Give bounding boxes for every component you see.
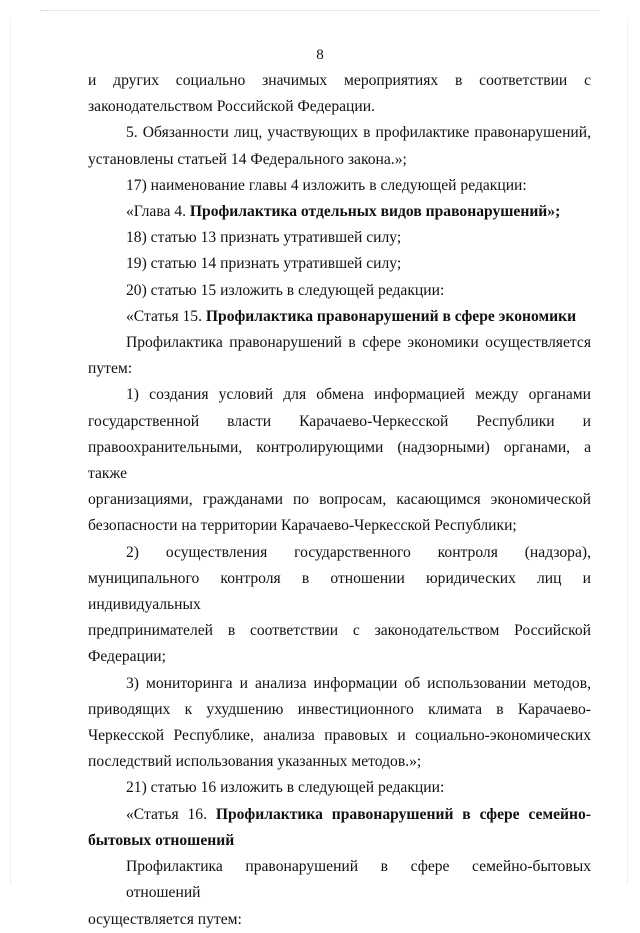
text-line: и других социально значимых мероприятиях в соответствии с	[88, 72, 591, 89]
scan-edge-top	[40, 10, 600, 11]
text-line: безопасности на территории Карачаево-Черкесской Республики;	[88, 517, 517, 535]
text-line: 3) мониторинга и анализа информации об использовании методов,	[126, 674, 591, 692]
text-line: 17) наименование главы 4 изложить в следующей редакции:	[126, 176, 527, 194]
text-line: установлены статьей 14 Федерального закона.»;	[88, 150, 407, 168]
text-line: 21) статью 16 изложить в следующей редакции:	[126, 779, 445, 797]
document-body	[88, 68, 591, 933]
bold-heading-text: бытовых отношений	[88, 831, 235, 849]
line-prefix: «Статья 15.	[126, 307, 206, 325]
text-line: организациями, гражданами по вопросам, касающимся экономической	[88, 491, 591, 509]
text-line: муниципального контроля в отношении юридических лиц и индивидуальных	[88, 569, 591, 614]
text-line: Черкесской Республике, анализа правовых и социально-экономических	[88, 727, 591, 745]
text-line: государственной власти Карачаево-Черкесской Республики и	[88, 412, 591, 430]
line-prefix: «Статья 16.	[126, 805, 216, 823]
text-line: путем:	[88, 360, 133, 378]
scan-edge-right	[627, 20, 628, 885]
bold-heading-text: Профилактика отдельных видов правонарушений»;	[189, 203, 561, 221]
text-line: законодательством Российской Федерации.	[88, 98, 375, 116]
text-line	[88, 802, 591, 828]
line-prefix: «Глава 4.	[126, 203, 190, 221]
text-line: приводящих к ухудшению инвестиционного климата в Карачаево-	[88, 700, 591, 718]
bold-heading-text: Профилактика правонарушений в сфере семейно-	[215, 805, 591, 823]
bold-heading-text: Профилактика правонарушений в сфере экономики	[205, 307, 577, 325]
text-line: 2) осуществления государственного контроля (надзора),	[126, 543, 591, 561]
text-line	[88, 828, 591, 854]
scan-edge-left	[10, 20, 11, 885]
text-line: 1) создания условий для обмена информацией между органами	[126, 386, 591, 404]
text-line: последствий использования указанных методов.»;	[88, 753, 422, 771]
text-line	[88, 199, 591, 225]
text-line: предпринимателей в соответствии с законодательством Российской	[88, 622, 591, 640]
text-line: Федерации;	[88, 648, 166, 666]
text-line: Профилактика правонарушений в сфере экономики осуществляется	[126, 334, 591, 352]
text-line: 5. Обязанности лиц, участвующих в профилактике правонарушений,	[126, 124, 591, 142]
text-line: 20) статью 15 изложить в следующей редакции:	[126, 281, 445, 299]
text-line: 18) статью 13 признать утратившей силу;	[126, 229, 402, 247]
text-line: осуществляется путем:	[88, 910, 242, 928]
text-line: правоохранительными, контролирующими (надзорными) органами, а также	[88, 438, 591, 483]
page-number: 8	[316, 47, 324, 63]
text-line: Профилактика правонарушений в сфере семейно-бытовых отношений	[126, 858, 591, 902]
text-line	[88, 304, 591, 330]
text-line: 19) статью 14 признать утратившей силу;	[126, 255, 402, 273]
